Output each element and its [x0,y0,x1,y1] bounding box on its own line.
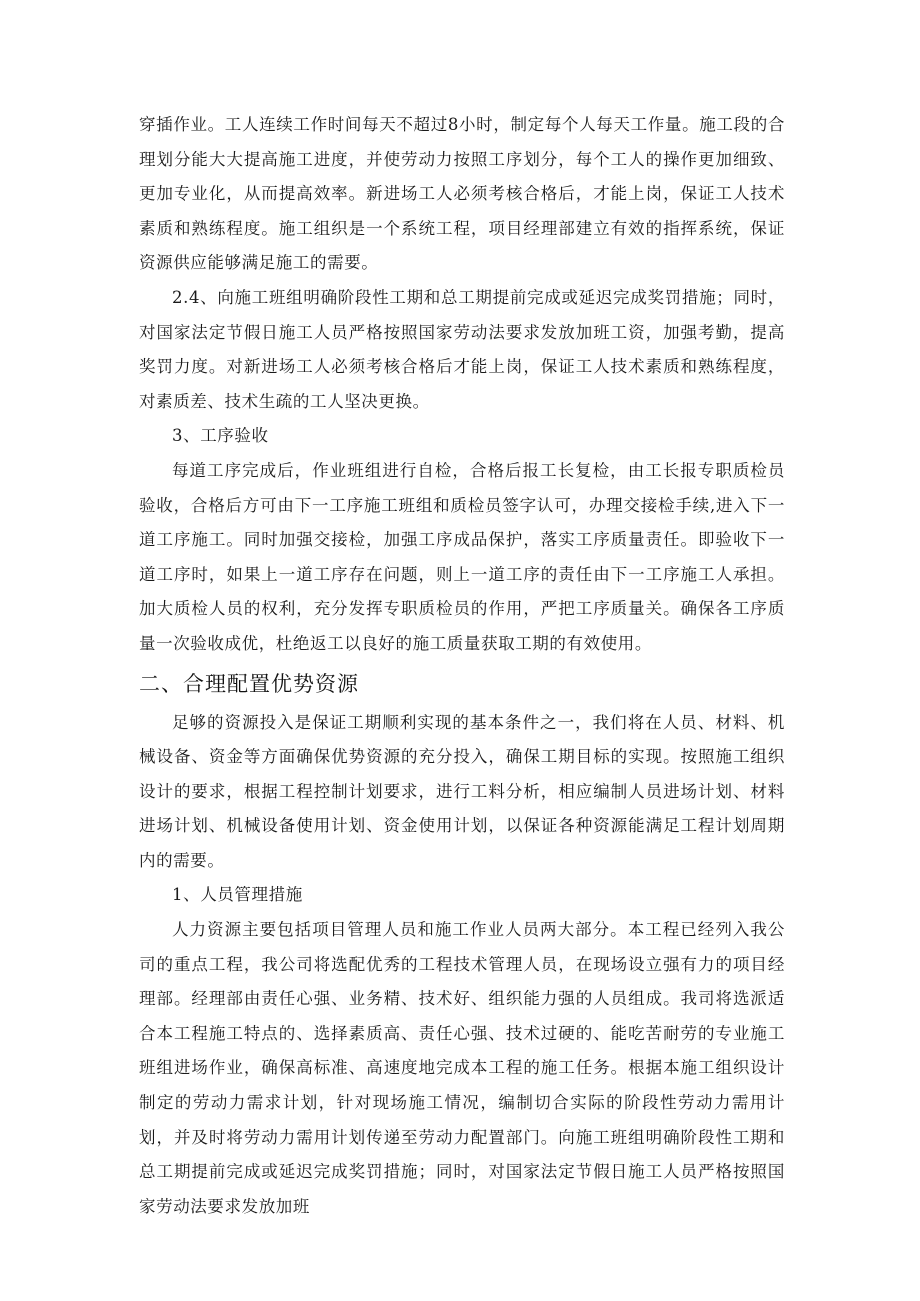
paragraph-personnel-measures: 人力资源主要包括项目管理人员和施工作业人员两大部分。本工程已经列入我公司的重点工程，我公司将选配优秀的工程技术管理人员，在现场设立强有力的项目经理部。经理部由责任心强、业务精、技术好、组织能力强的人员组成。我司将选派适合本工程施工特点的、选择素质高、责任心强、技术过硬的、能吃苦耐劳的专业施工班组进场作业，确保高标准、高速度地完成本工程的施工任务。根据本施工组织设计制定的劳动力需求计划，针对现场施工情况，编制切合实际的阶段性劳动力需用计划，并及时将劳动力需用计划传递至劳动力配置部门。向施工班组明确阶段性工期和总工期提前完成或延迟完成奖罚措施；同时，对国家法定节假日施工人员严格按照国家劳动法要求发放加班 [139,920,785,1216]
subheading-personnel-measures: 1、人员管理措施 [172,885,303,905]
paragraph-process-acceptance: 每道工序完成后，作业班组进行自检，合格后报工长复检，由工长报专职质检员验收，合格后方可由下一工序施工班组和质检员签字认可，办理交接检手续,进入下一道工序施工。同时加强交接检，加强工序成品保护，落实工序质量责任。即验收下一道工序时，如果上一道工序存在问题，则上一道工序的责任由下一工序施工人承担。加大质检人员的权利，充分发挥专职质检员的作用，严把工序质量关。确保各工序质量一次验收成优，杜绝返工以良好的施工质量获取工期的有效使用。 [139,460,785,653]
document-page [139,108,785,1224]
paragraph-resources-intro: 足够的资源投入是保证工期顺利实现的基本条件之一，我们将在人员、材料、机械设备、资金等方面确保优势资源的充分投入，确保工期目标的实现。按照施工组织设计的要求，根据工程控制计划要求，进行工料分析，相应编制人员进场计划、材料进场计划、机械设备使用计划、资金使用计划，以保证各种资源能满足工程计划周期内的需要。 [139,712,785,870]
section-heading-resources: 二、合理配置优势资源 [139,671,359,696]
paragraph-continued: 穿插作业。工人连续工作时间每天不超过8小时，制定每个人每天工作量。施工段的合理划分能大大提高施工进度，并使劳动力按照工序划分，每个工人的操作更加细致、更加专业化，从而提高效率。新进场工人必须考核合格后，才能上岗，保证工人技术素质和熟练程度。施工组织是一个系统工程，项目经理部建立有效的指挥系统，保证资源供应能够满足施工的需要。 [139,115,785,273]
paragraph-2-4: 2.4、向施工班组明确阶段性工期和总工期提前完成或延迟完成奖罚措施；同时，对国家法定节假日施工人员严格按照国家劳动法要求发放加班工资，加强考勤，提高奖罚力度。对新进场工人必须考核合格后才能上岗，保证工人技术素质和熟练程度，对素质差、技术生疏的工人坚决更换。 [139,287,785,411]
subheading-process-acceptance: 3、工序验收 [172,426,269,446]
